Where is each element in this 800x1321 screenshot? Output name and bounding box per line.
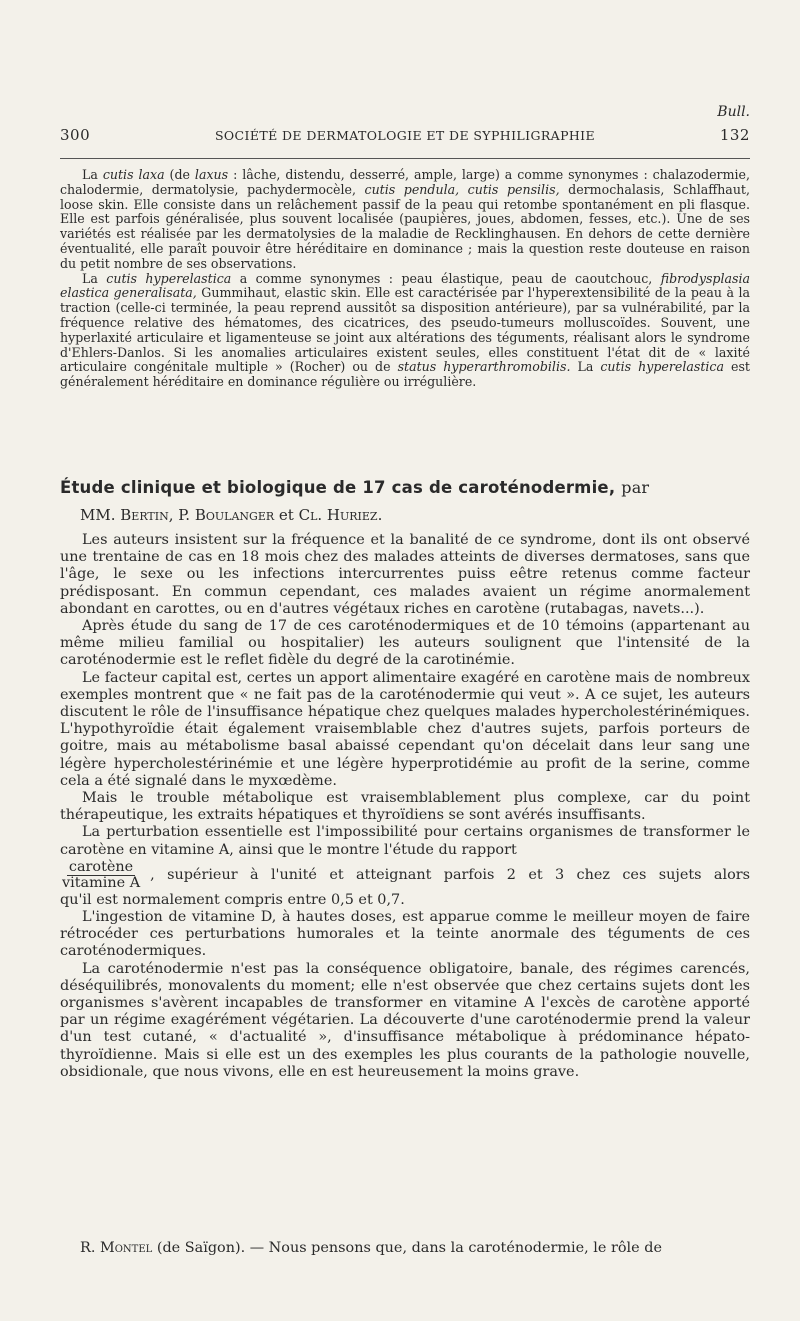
running-header	[60, 126, 750, 148]
body-paragraph: Les auteurs insistent sur la fréquence et la banalité de ce syndrome, dont ils ont observé une trentaine de cas en 18 mois chez des malades atteints de diverses dermatoses, sans que l'âge, le sexe ou les infections intercurrentes puiss eêtre retenus comme facteur prédisposant. En commun cependant, ces malades avaient un régime anormalement abondant en carottes, ou en d'autres végétaux riches en carotène (rutabagas, navets...).	[60, 532, 750, 617]
ratio-text: , supérieur à l'unité et atteignant parfois 2 et 3 chez ces sujets alors	[150, 866, 750, 883]
body-continuation: qu'il est normalement compris entre 0,5 et 0,7.	[60, 891, 405, 908]
issue-number: 132	[719, 126, 750, 144]
ratio-line	[60, 860, 750, 891]
small-print-block	[60, 168, 750, 390]
fraction-denominator: vitamine A	[62, 874, 141, 891]
body-paragraph: Le facteur capital est, certes un apport alimentaire exagéré en carotène mais de nombreux exemples montrent que « ne fait pas de la caroténodermie qui veut ». A ce sujet, les auteurs discutent le rôle de l'insuffisance hépatique chez quelques malades hypercholestérinémiques. L'hypothyroïdie était également vraisemblable chez d'autres sujets, parfois porteurs de goitre, mais au métabolisme basal abaissé cependant qu'on décelait dans leur sang une légère hypercholestérinémie et une légère hyperprotidémie au profit de la serine, comme cela a été signalé dans le myxœdème.	[60, 669, 750, 789]
discussion-start: R. Montel (de Saïgon). — Nous pensons que, dans la caroténodermie, le rôle de	[80, 1240, 662, 1256]
body-paragraph: L'ingestion de vitamine D, à hautes doses, est apparue comme le meilleur moyen de faire rétrocéder ces perturbations humorales et la teinte anormale des téguments de ces caroténodermiques.	[60, 909, 750, 960]
article-body	[60, 532, 750, 1081]
paragraph-cutis-hyperelastica: La cutis hyperelastica a comme synonymes : peau élastique, peau de caoutchouc, fibrodysplasia elastica generalisata, Gummihaut, elastic skin. Elle est caractérisée par l'hyperextensibilité de la peau à la traction (celle-ci terminée, la peau reprend aussitôt sa disposition antérieure), par sa vulnérabilité, par la fréquence relative des hématomes, des cicatrices, des pseudo-tumeurs molluscoïdes. Souvent, une hyperlaxité articulaire et ligamenteuse se joint aux altérations des téguments, réalisant alors le syndrome d'Ehlers-Danlos. Si les anomalies articulaires existent seules, elles constituent l'état dit de « laxité articulaire congénitale multiple » (Rocher) ou de status hyperarthromobilis. La cutis hyperelastica est généralement héréditaire en dominance régulière ou irrégulière.	[60, 270, 751, 390]
ratio-fraction	[60, 860, 142, 891]
paragraph-cutis-laxa: La cutis laxa (de laxus : lâche, distendu, desserré, ample, large) a comme synonymes : chalazodermie, chalodermie, dermatolysie, pachydermocèle, cutis pendula, cutis pensilis, dermochalasis, Schlaffhaut, loose skin. Elle consiste dans un relâchement passif de la peau qui retombe spontanément en pli flasque. Elle est parfois généralisée, plus souvent localisée (paupières, joues, abdomen, fesses, etc.). Une de ses variétés est réalisée par les dermatolysies de la maladie de Recklinghausen. En dehors de cette dernière éventualité, elle paraît pouvoir être héréditaire en dominance ; mais la question reste douteuse en raison du petit nombre de ses observations.	[60, 167, 751, 271]
running-title: SOCIÉTÉ DE DERMATOLOGIE ET DE SYPHILIGRAPHIE	[214, 128, 596, 143]
header-rule	[60, 158, 750, 159]
page-number: 300	[60, 126, 91, 144]
article-authors: MM. Bertin, P. Boulanger et Cl. Huriez.	[80, 506, 383, 524]
body-paragraph: Mais le trouble métabolique est vraisemblablement plus complexe, car du point thérapeutique, les extraits hépatiques et thyroïdiens se sont avérés insuffisants.	[60, 790, 750, 824]
body-paragraph: Après étude du sang de 17 de ces caroténodermiques et de 10 témoins (appartenant au même milieu familial ou hospitalier) les auteurs soulignent que l'intensité de la caroténodermie est le reflet fidèle du degré de la carotinémie.	[60, 618, 750, 669]
fraction-numerator: carotène	[68, 858, 134, 875]
article-title: Étude clinique et biologique de 17 cas de caroténodermie, par	[60, 478, 650, 497]
body-paragraph: La caroténodermie n'est pas la conséquence obligatoire, banale, des régimes carencés, déséquilibrés, monovalents du moment; elle n'est observée que chez certains sujets dont les organismes s'avèrent incapables de transformer en vitamine A l'excès de carotène apporté par un régime exagérément végétarien. La découverte d'une caroténodermie prend la valeur d'un test cutané, « d'actualité », d'insuffisance métabolique à prédominance hépato-thyroïdienne. Mais si elle est un des exemples les plus courants de la pathologie nouvelle, obsidionale, que nous vivons, elle en est heureusement la moins grave.	[60, 960, 750, 1080]
journal-label: Bull.	[717, 104, 750, 120]
body-paragraph: La perturbation essentielle est l'impossibilité pour certains organismes de transformer le carotène en vitamine A, ainsi que le montre l'étude du rapport	[60, 824, 750, 858]
